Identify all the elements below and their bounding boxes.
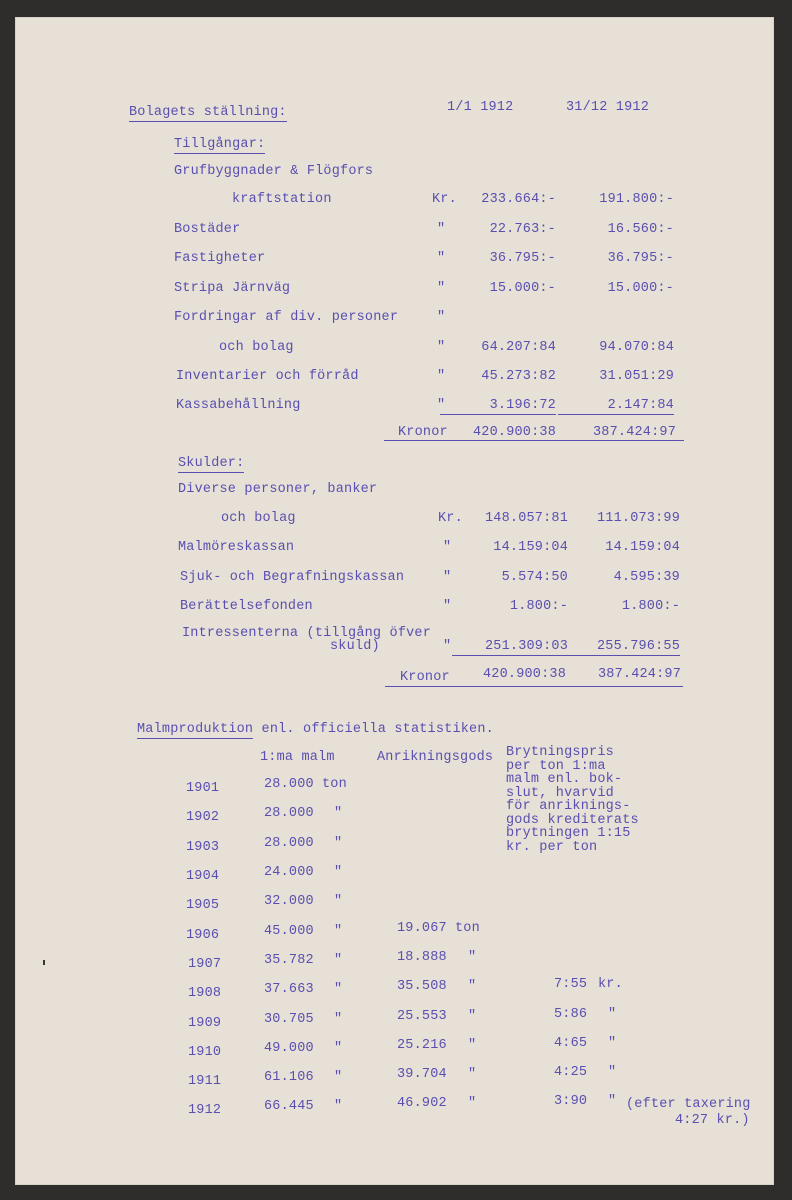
column-header-start: 1/1 1912 bbox=[447, 100, 514, 115]
production-year: 1901 bbox=[186, 781, 220, 796]
production-malm: 30.705 bbox=[264, 1012, 314, 1027]
liabilities-total-start: 420.900:38 bbox=[482, 667, 566, 682]
liability-value-end: 255.796:55 bbox=[564, 639, 680, 656]
asset-value-end: 16.560:- bbox=[607, 222, 674, 237]
asset-unit: " bbox=[437, 310, 446, 325]
column-header-anrikningsgods: Anrikningsgods bbox=[377, 750, 494, 765]
asset-value-end: 15.000:- bbox=[607, 281, 674, 296]
production-price-unit: " bbox=[608, 1036, 617, 1051]
production-malm: 28.000 bbox=[264, 836, 314, 851]
asset-value-end: 2.147:84 bbox=[558, 398, 674, 415]
column-header-end: 31/12 1912 bbox=[566, 100, 650, 115]
production-malm: 24.000 bbox=[264, 865, 314, 880]
production-year: 1910 bbox=[188, 1045, 222, 1060]
liability-value-start: 5.574:50 bbox=[501, 570, 568, 585]
production-anrik-unit: " bbox=[468, 1067, 477, 1082]
production-year: 1912 bbox=[188, 1103, 222, 1118]
liability-label: skuld) bbox=[330, 639, 380, 654]
production-year: 1902 bbox=[186, 810, 220, 825]
liabilities-total-rule bbox=[385, 686, 683, 687]
asset-value-end: 36.795:- bbox=[607, 251, 674, 266]
production-malm: 35.782 bbox=[264, 953, 314, 968]
asset-label: Inventarier och förråd bbox=[176, 369, 359, 384]
production-price: 5:86 bbox=[554, 1007, 588, 1022]
asset-label: Kassabehållning bbox=[176, 398, 301, 413]
asset-label: Bostäder bbox=[174, 222, 241, 237]
asset-value-start: 45.273:82 bbox=[481, 369, 556, 384]
production-price: 4:25 bbox=[554, 1065, 588, 1080]
footnote-line-1: (efter taxering bbox=[626, 1097, 751, 1112]
assets-heading: Tillgångar: bbox=[174, 137, 266, 152]
production-malm: 45.000 bbox=[264, 924, 314, 939]
asset-unit: " bbox=[437, 281, 446, 296]
production-malm-unit: " bbox=[334, 1070, 343, 1085]
production-malm: 61.106 bbox=[264, 1070, 314, 1085]
production-malm: 28.000 bbox=[264, 806, 314, 821]
asset-value-end: 191.800:- bbox=[599, 192, 674, 207]
production-anrik-unit: " bbox=[468, 1009, 477, 1024]
liability-unit: " bbox=[443, 570, 452, 585]
column-header-price-note: Brytningspris per ton 1:ma malm enl. bok- slut, hvarvid för anriknings- gods krediterats brytningen 1:15 kr. per ton bbox=[506, 745, 639, 855]
asset-value-start: 3.196:72 bbox=[440, 398, 556, 415]
liability-value-end: 1.800:- bbox=[621, 599, 680, 614]
production-anrik: 25.553 bbox=[397, 1009, 447, 1024]
production-anrik-unit: " bbox=[468, 1038, 477, 1053]
production-year: 1911 bbox=[188, 1074, 222, 1089]
assets-total-rule bbox=[384, 440, 684, 441]
assets-total-end: 387.424:97 bbox=[592, 425, 676, 440]
asset-label: kraftstation bbox=[232, 192, 332, 207]
production-malm: 37.663 bbox=[264, 982, 314, 997]
liability-value-end: 14.159:04 bbox=[605, 540, 680, 555]
liability-label: Intressenterna (tillgång öfver bbox=[182, 626, 432, 641]
asset-value-start: 22.763:- bbox=[489, 222, 556, 237]
assets-total-start: 420.900:38 bbox=[472, 425, 556, 440]
liability-value-start: 148.057:81 bbox=[484, 511, 568, 526]
production-anrik: 19.067 bbox=[397, 921, 447, 936]
liability-label: och bolag bbox=[221, 511, 296, 526]
production-malm: 32.000 bbox=[264, 894, 314, 909]
production-anrik-unit: " bbox=[468, 979, 477, 994]
asset-unit: " bbox=[437, 398, 446, 413]
production-malm-unit: " bbox=[334, 1041, 343, 1056]
liability-value-start: 14.159:04 bbox=[493, 540, 568, 555]
liability-unit: Kr. bbox=[438, 511, 463, 526]
paper-speck bbox=[43, 960, 45, 965]
production-anrik: 35.508 bbox=[397, 979, 447, 994]
production-price-unit: " bbox=[608, 1094, 617, 1109]
production-malm: 49.000 bbox=[264, 1041, 314, 1056]
asset-unit: Kr. bbox=[432, 192, 457, 207]
asset-unit: " bbox=[437, 251, 446, 266]
production-year: 1909 bbox=[188, 1016, 222, 1031]
footnote-line-2: 4:27 kr.) bbox=[675, 1113, 750, 1128]
assets-total-label: Kronor bbox=[398, 425, 448, 440]
production-title bbox=[137, 722, 494, 737]
production-malm: 66.445 bbox=[264, 1099, 314, 1114]
production-price: 7:55 bbox=[554, 977, 588, 992]
asset-label: Fordringar af div. personer bbox=[174, 310, 399, 325]
production-price-unit: " bbox=[608, 1007, 617, 1022]
production-year: 1903 bbox=[186, 840, 220, 855]
production-malm-unit: " bbox=[334, 924, 343, 939]
production-malm-unit: " bbox=[334, 982, 343, 997]
production-price-unit: " bbox=[608, 1065, 617, 1080]
asset-label: Stripa Järnväg bbox=[174, 281, 291, 296]
production-malm-unit: " bbox=[334, 836, 343, 851]
production-price-unit: kr. bbox=[598, 977, 623, 992]
production-malm-unit: " bbox=[334, 894, 343, 909]
asset-label: Fastigheter bbox=[174, 251, 266, 266]
production-malm-unit: " bbox=[334, 953, 343, 968]
asset-value-start: 64.207:84 bbox=[481, 340, 556, 355]
liability-label: Sjuk- och Begrafningskassan bbox=[180, 570, 405, 585]
production-anrik: 18.888 bbox=[397, 950, 447, 965]
liability-value-start: 1.800:- bbox=[509, 599, 568, 614]
asset-unit: " bbox=[437, 222, 446, 237]
production-malm-unit: " bbox=[334, 865, 343, 880]
liabilities-heading: Skulder: bbox=[178, 456, 245, 471]
asset-value-start: 36.795:- bbox=[489, 251, 556, 266]
production-title-rest: enl. officiella statistiken. bbox=[253, 722, 494, 737]
asset-unit: " bbox=[437, 369, 446, 384]
production-anrik-unit: " bbox=[468, 950, 477, 965]
asset-value-end: 94.070:84 bbox=[599, 340, 674, 355]
liability-value-end: 4.595:39 bbox=[613, 570, 680, 585]
liability-unit: " bbox=[443, 639, 452, 654]
production-anrik-unit: ton bbox=[455, 921, 480, 936]
production-year: 1906 bbox=[186, 928, 220, 943]
liability-label: Diverse personer, banker bbox=[178, 482, 378, 497]
production-malm: 28.000 bbox=[264, 777, 314, 792]
production-year: 1905 bbox=[186, 898, 220, 913]
column-header-malm: 1:ma malm bbox=[260, 750, 335, 765]
production-anrik: 46.902 bbox=[397, 1096, 447, 1111]
asset-value-start: 233.664:- bbox=[481, 192, 556, 207]
production-title-underlined: Malmproduktion bbox=[137, 722, 254, 737]
asset-label: Grufbyggnader & Flögfors bbox=[174, 164, 374, 179]
production-year: 1904 bbox=[186, 869, 220, 884]
liability-value-start: 251.309:03 bbox=[452, 639, 568, 656]
production-anrik: 39.704 bbox=[397, 1067, 447, 1082]
liability-value-end: 111.073:99 bbox=[596, 511, 680, 526]
section-title: Bolagets ställning: bbox=[129, 105, 287, 120]
liabilities-total-end: 387.424:97 bbox=[597, 667, 681, 682]
asset-unit: " bbox=[437, 340, 446, 355]
liability-label: Malmöreskassan bbox=[178, 540, 295, 555]
production-anrik: 25.216 bbox=[397, 1038, 447, 1053]
production-anrik-unit: " bbox=[468, 1096, 477, 1111]
production-price: 3:90 bbox=[554, 1094, 588, 1109]
liability-unit: " bbox=[443, 599, 452, 614]
asset-value-start: 15.000:- bbox=[489, 281, 556, 296]
asset-label: och bolag bbox=[219, 340, 294, 355]
production-malm-unit: ton bbox=[322, 777, 347, 792]
production-malm-unit: " bbox=[334, 806, 343, 821]
production-malm-unit: " bbox=[334, 1012, 343, 1027]
liabilities-total-label: Kronor bbox=[400, 670, 450, 685]
production-price: 4:65 bbox=[554, 1036, 588, 1051]
asset-value-end: 31.051:29 bbox=[599, 369, 674, 384]
production-year: 1907 bbox=[188, 957, 222, 972]
liability-unit: " bbox=[443, 540, 452, 555]
production-year: 1908 bbox=[188, 986, 222, 1001]
liability-label: Berättelsefonden bbox=[180, 599, 313, 614]
production-malm-unit: " bbox=[334, 1099, 343, 1114]
